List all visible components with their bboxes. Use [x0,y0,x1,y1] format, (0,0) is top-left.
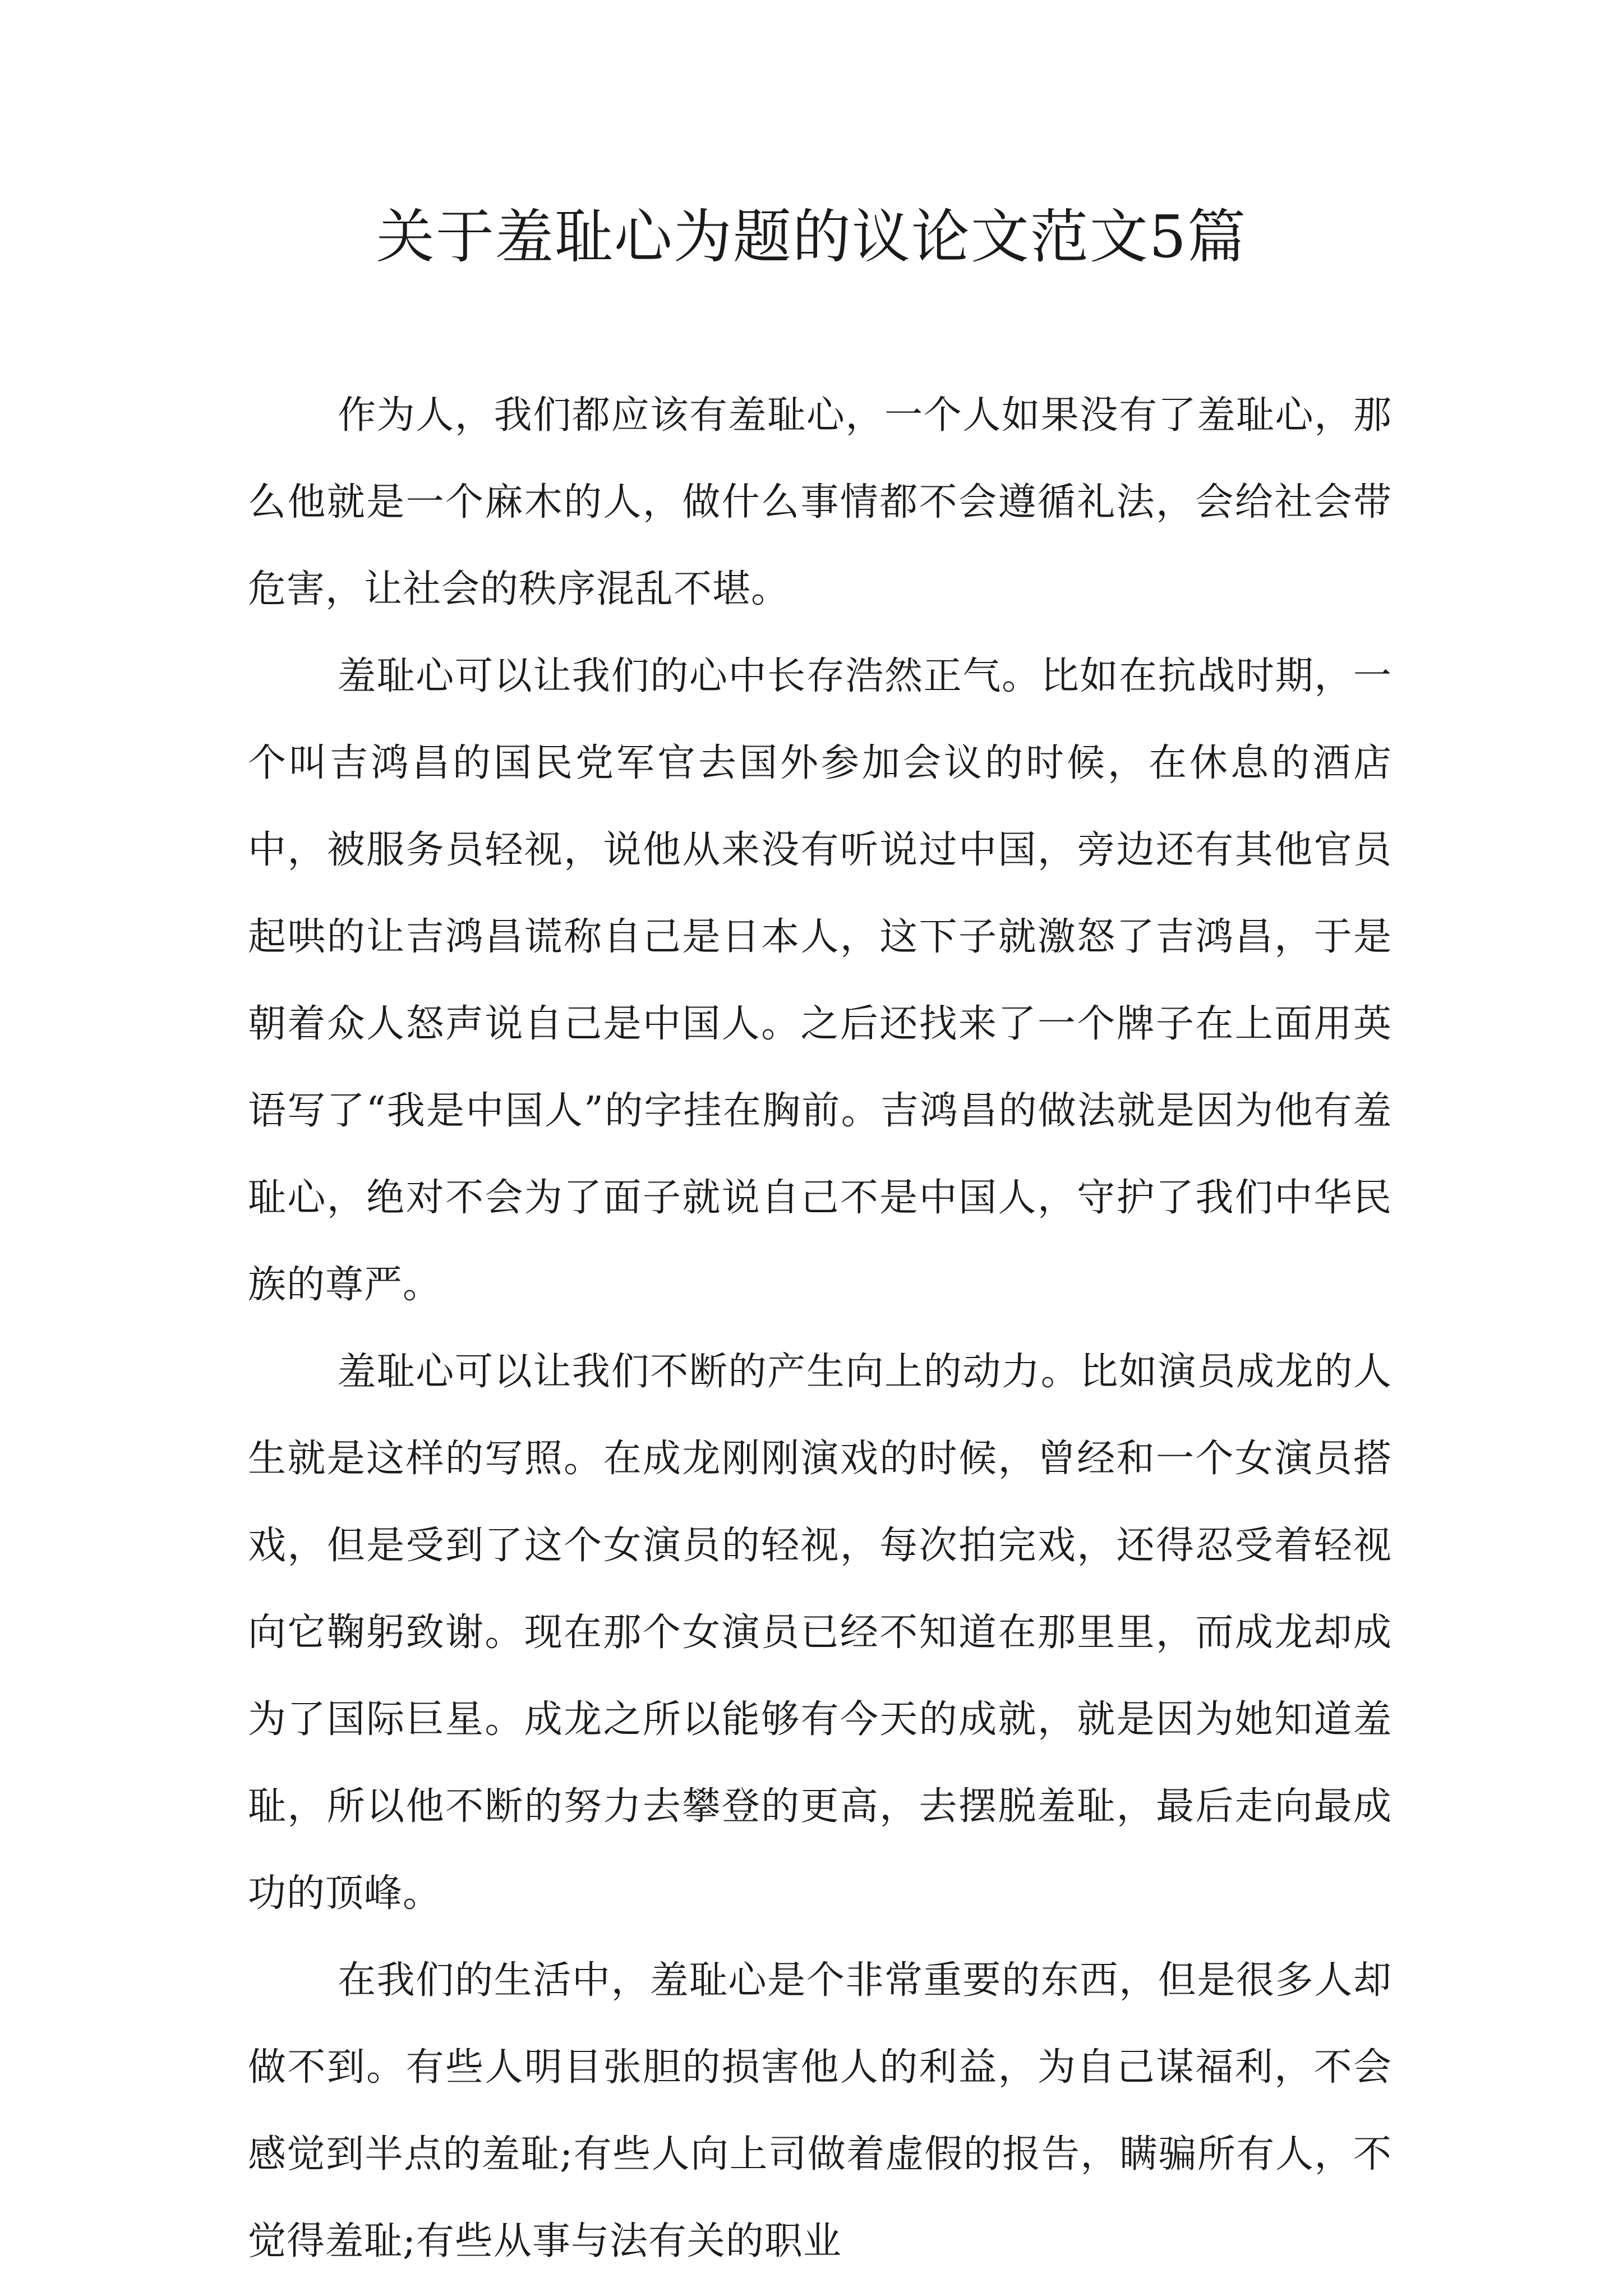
document-body [248,372,1392,2285]
paragraph-3: 羞耻心可以让我们不断的产生向上的动力。比如演员成龙的人生就是这样的写照。在成龙刚刚演戏的时候，曾经和一个女演员搭戏，但是受到了这个女演员的轻视，每次拍完戏，还得忍受着轻视向它鞠躬致谢。现在那个女演员已经不知道在那里里，而成龙却成为了国际巨星。成龙之所以能够有今天的成就，就是因为她知道羞耻，所以他不断的努力去攀登的更高，去摆脱羞耻，最后走向最成功的顶峰。 [248,1350,1392,1916]
paragraph-4: 在我们的生活中，羞耻心是个非常重要的东西，但是很多人却做不到。有些人明目张胆的损害他人的利益，为自己谋福利，不会感觉到半点的羞耻;有些人向上司做着虚假的报告，瞒骗所有人，不觉得羞耻;有些从事与法有关的职业 [248,1958,1392,2263]
paragraph-2: 羞耻心可以让我们的心中长存浩然正气。比如在抗战时期，一个叫吉鸿昌的国民党军官去国外参加会议的时候，在休息的酒店中，被服务员轻视，说他从来没有听说过中国，旁边还有其他官员起哄的让吉鸿昌谎称自己是日本人，这下子就激怒了吉鸿昌，于是朝着众人怒声说自己是中国人。之后还找来了一个牌子在上面用英语写了“我是中国人”的字挂在胸前。吉鸿昌的做法就是因为他有羞耻心，绝对不会为了面子就说自己不是中国人，守护了我们中华民族的尊严。 [248,654,1392,1307]
paragraph-1: 作为人，我们都应该有羞耻心，一个人如果没有了羞耻心，那么他就是一个麻木的人，做什么事情都不会遵循礼法，会给社会带危害，让社会的秩序混乱不堪。 [248,393,1392,611]
document-title: 关于羞耻心为题的议论文范文5篇 [376,203,1247,271]
